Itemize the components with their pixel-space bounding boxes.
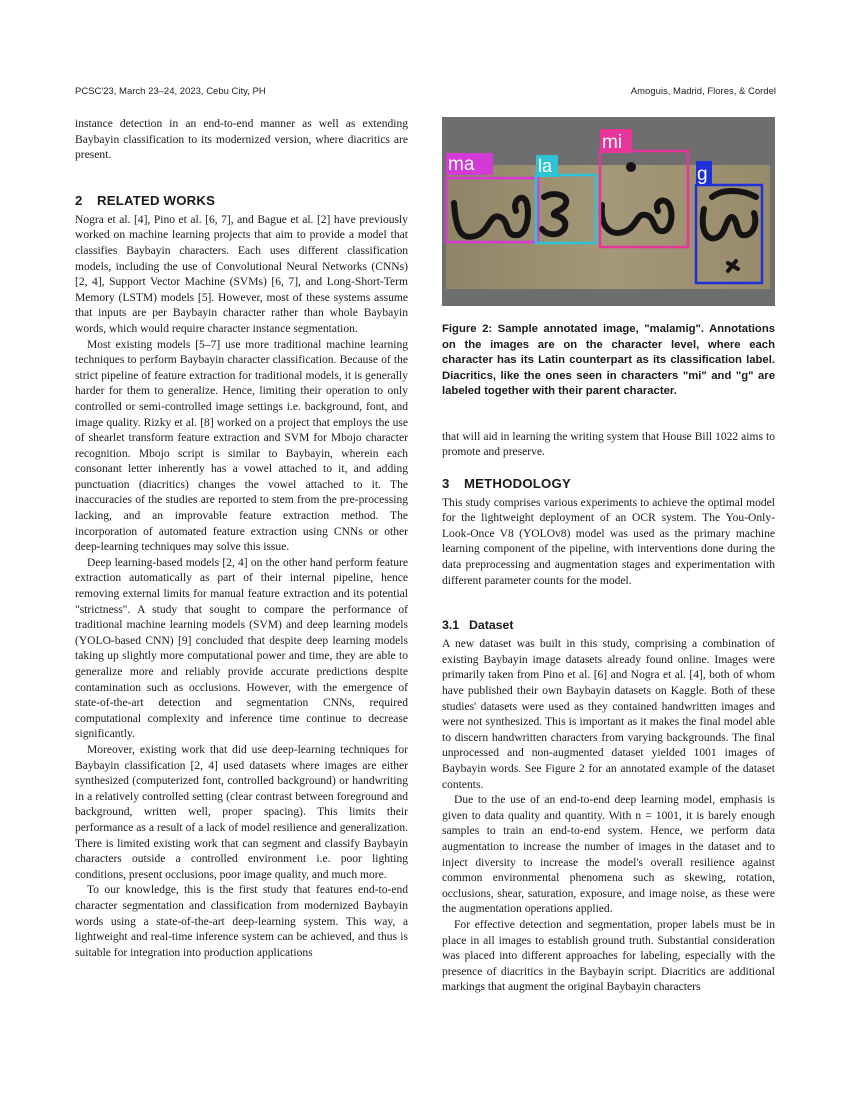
section-heading-methodology [442, 475, 775, 493]
label-la: la [538, 156, 553, 176]
subsection-number: 3.1 [442, 618, 460, 633]
paragraph: To our knowledge, this is the first study that features end-to-end character segmentation and classification from modernized Baybayin words using a state-of-the-art deep-learning system. This way, a lightweight and real-time inference system can be achieved, and thus is suitable for integration into production applications [75, 884, 408, 959]
section-title: METHODOLOGY [464, 475, 571, 491]
section-heading-related-works [75, 192, 408, 210]
figure-image [442, 117, 775, 306]
section-number: 2 [75, 192, 83, 208]
paragraph: Nogra et al. [4], Pino et al. [6, 7], and Bague et al. [2] have previously worked on machine learning projects that aim to provide a model that classifies Baybayin characters. Each uses different classification models, including the use of Convolutional Neural Networks (CNNs) [2, 4], Support Vector Machine (SVMs) [6, 7], and Long-Short-Term Memory (LSTM) models [5]. However, most of these systems assume that inputs are per Baybayin character rather than whole Baybayin words, which would require character instance segmentation. [75, 213, 408, 335]
annotated-figure [442, 117, 775, 306]
header-venue: PCSC'23, March 23–24, 2023, Cebu City, PH [75, 86, 266, 97]
subsection-heading-dataset [442, 617, 775, 633]
paragraph: This study comprises various experiments to achieve the optimal model for the lightweight deployment of an OCR system. The You-Only-Look-Once V8 (YOLOv8) model was used as the primary machine learning component of the pipeline, with interventions done during the data preprocessing and augmentation stages and experimentation with different parameter counts for the model. [442, 496, 775, 587]
paragraph: Most existing models [5–7] use more traditional machine learning techniques to perform Baybayin character classification. Because of the strict pipeline of feature extraction for traditional models, it is generally harder for them to generalize. Hence, limiting their operation to only controlled or semi-controlled image settings i.e. background, font, and image quality. Rizky et al. [8] worked on a project that employs the use of shearlet transform feature extraction and SVM for Mbojo character recognition. Mbojo script is similar to Baybayin, wherein each consonant letter inherently has a vowel attached to it, and adding punctuation (diacritics) changes the vowel attached to it. The inaccuracies of the studies are reported to stem from the pre-processing lacking, and an improvable feature extraction method. The incorporation of automated feature extraction using CNNs or other deep-learning techniques may solve this issue. [75, 338, 408, 554]
paragraph: A new dataset was built in this study, comprising a combination of existing Baybayin image datasets already found online. Images were primarily taken from Pino et al. [6] and Nogra et al. [4], both of whom have published their own Baybayin datasets on Kaggle. Both of these studies' datasets were used as they contained handwritten images and were not synthesized. This is important as it makes the final model able to discern handwritten characters from varying backgrounds. The final unprocessed and non-augmented dataset yielded 1001 images of Baybayin words. See Figure 2 for an annotated example of the dataset contents. [442, 638, 775, 791]
header-authors: Amoguis, Madrid, Flores, & Cordel [630, 86, 776, 97]
paragraph: For effective detection and segmentation, proper labels must be in place in all images to establish ground truth. Substantial consideration was placed into different approaches for labeling, especially with the presence of diacritics in the Baybayin script. Diacritics are additional markings that augment the original Baybayin characters [442, 918, 775, 994]
section-number: 3 [442, 475, 450, 491]
label-g: g [697, 164, 708, 185]
right-column [442, 117, 775, 996]
paragraph: Deep learning-based models [2, 4] on the other hand perform feature extraction automatically as part of their internal pipeline, hence removing external limits for manual feature extraction and its potential "strictness". A study that sought to compare the performance of traditional machine learning models (SVM) and deep learning models (YOLO-based CNN) [9] concluded that despite deep learning models taking up slightly more computational power and time, they are able to generalize more and reliably provide accurate predictions despite contamination such as occlusions. However, with the emergence of state-of-the-art detection and segmentation CNNs, required computational complexity and inference time continue to decrease significantly. [75, 556, 408, 741]
label-ma: ma [448, 154, 475, 175]
intro-paragraph: instance detection in an end-to-end manner as well as extending Baybayin classification to its modernized version, where diacritics are present. [75, 118, 408, 162]
label-mi: mi [602, 132, 623, 153]
subsection-title: Dataset [469, 618, 514, 633]
paragraph: Moreover, existing work that did use deep-learning techniques for Baybayin classification [2, 4] used datasets where images are either synthesized (computerized font, controlled background) or handwriting in a relatively controlled setting (clear contrast between foreground and background, written well, proper spacing). This limits their performance as a result of a lack of model resilience and generalization. There is limited existing work that can segment and classify Baybayin characters outside a controlled environment i.e. poor lighting conditions, present occlusions, poor image quality, and much more. [75, 743, 408, 881]
figure-caption: Figure 2: Sample annotated image, "malamig". Annotations on the images are on the character level, where each character has its Latin counterpart as its classification label. Diacritics, like the ones seen in characters "mi" and "g" are labeled together with their parent character. [442, 323, 775, 397]
left-column [75, 117, 408, 961]
paragraph-continuation: that will aid in learning the writing system that House Bill 1022 aims to promote and preserve. [442, 430, 775, 459]
section-title: RELATED WORKS [97, 192, 216, 208]
paragraph: Due to the use of an end-to-end deep learning model, emphasis is given to data quality and quantity. With n = 1001, it is barely enough samples to train an end-to-end system. Hence, we perform data augmentation to increase the number of images in the dataset and to inject diversity to increase the model's overall resilience against common environmental phenomena such as skewing, rotation, occlusions, shear, saturation, exposure, and image noise, as these were the augmentation operations applied. [442, 794, 775, 916]
